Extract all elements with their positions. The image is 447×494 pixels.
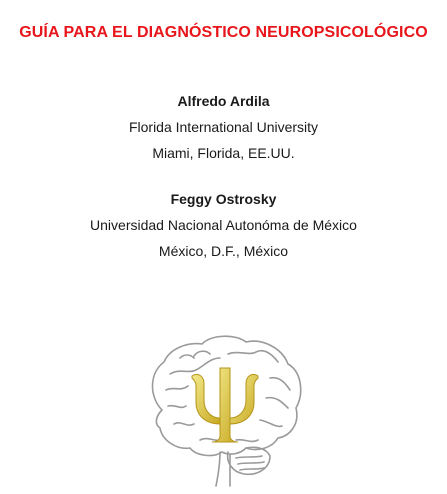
document-title: GUÍA PARA EL DIAGNÓSTICO NEUROPSICOLÓGICO bbox=[19, 24, 428, 41]
author-location: Miami, Florida, EE.UU. bbox=[152, 145, 295, 161]
author-block-1 bbox=[0, 88, 447, 166]
author-name: Alfredo Ardila bbox=[177, 93, 270, 109]
author-location: México, D.F., México bbox=[158, 243, 289, 259]
author-affiliation: Universidad Nacional Autonóma de México bbox=[90, 217, 357, 233]
author-affiliation: Florida International University bbox=[128, 119, 319, 135]
author-block-2 bbox=[0, 186, 447, 264]
brain-psi-icon bbox=[140, 328, 306, 489]
author-name: Feggy Ostrosky bbox=[170, 191, 277, 207]
